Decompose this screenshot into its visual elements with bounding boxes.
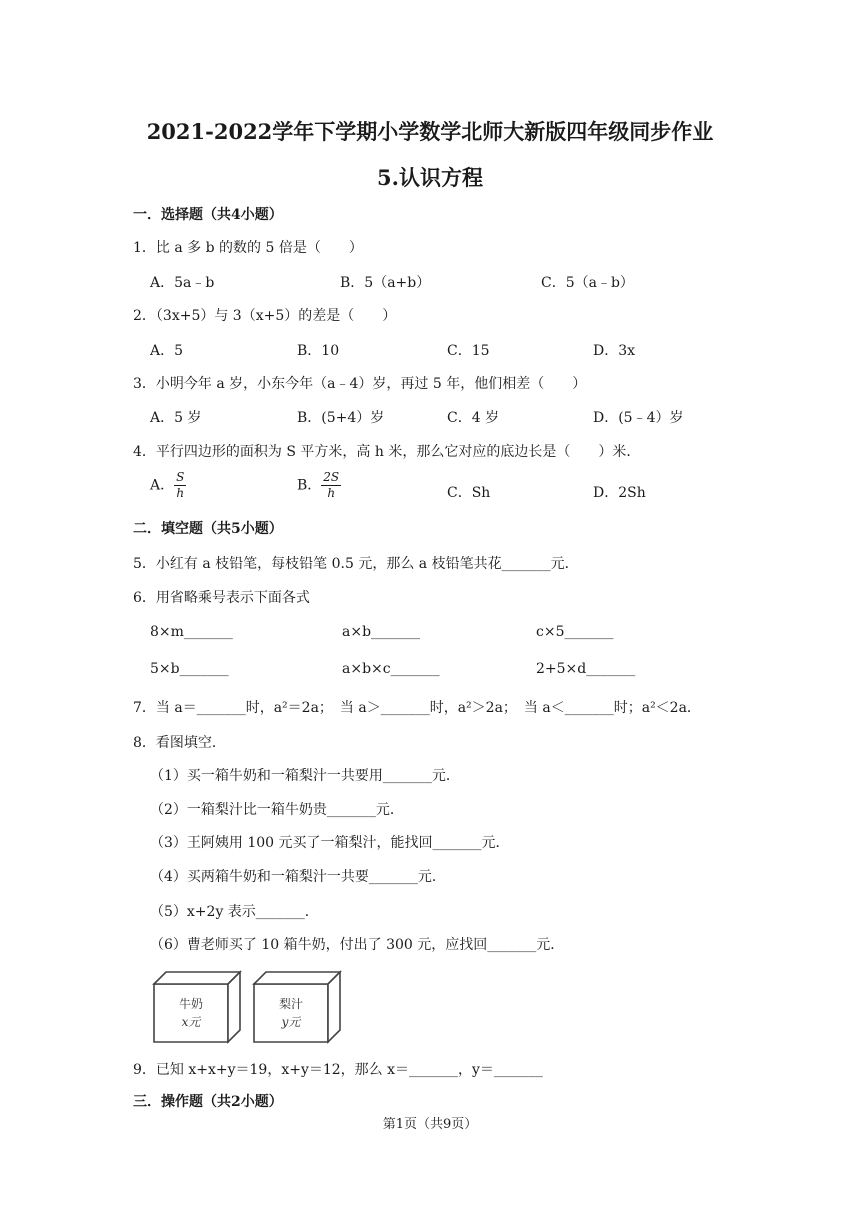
question-4-option-c: C．Sh — [447, 485, 491, 501]
question-6-item: 5×b_______ — [150, 661, 229, 677]
question-6-stem: 6．用省略乘号表示下面各式 — [133, 590, 310, 606]
fraction-2s-over-h — [321, 470, 341, 501]
question-4-stem: 4．平行四边形的面积为 S 平方米，高 h 米，那么它对应的底边长是（ ）米． — [133, 444, 641, 460]
question-4-option-b — [297, 470, 341, 501]
question-8-part-6: （6）曹老师买了 10 箱牛奶，付出了 300 元，应找回_______元． — [150, 937, 565, 953]
question-4-option-d: D．2Sh — [593, 485, 646, 501]
question-9-stem: 9．已知 x+x+y＝19，x+y＝12，那么 x＝_______，y＝_______ — [133, 1062, 543, 1078]
question-5-stem: 5．小红有 a 枝铅笔，每枝铅笔 0.5 元，那么 a 枝铅笔共花_______元． — [133, 556, 579, 572]
question-6-item: c×5_______ — [536, 624, 614, 640]
question-2-stem: 2．（3x+5）与 3（x+5）的差是（ ） — [133, 308, 397, 324]
question-2-option-c: C．15 — [447, 343, 490, 359]
question-3-option-c: C．4 岁 — [447, 410, 500, 426]
fraction-denominator: h — [327, 486, 336, 500]
page-footer: 第1页（共9页） — [382, 1117, 478, 1132]
question-1-option-c: C．5（a﹣b） — [541, 275, 634, 291]
question-3-option-a: A．5 岁 — [150, 410, 202, 426]
document-title: 2021-2022学年下学期小学数学北师大新版四年级同步作业 — [146, 119, 714, 144]
fraction-s-over-h — [174, 470, 186, 501]
boxes-illustration — [150, 968, 350, 1052]
juice-box-price: y元 — [281, 1015, 301, 1029]
question-8-part-3: （3）王阿姨用 100 元买了一箱梨汁，能找回_______元． — [150, 835, 510, 851]
question-6-item: 8×m_______ — [150, 624, 233, 640]
question-3-option-d: D．(5﹣4）岁 — [593, 410, 684, 426]
question-3-stem: 3．小明今年 a 岁，小东今年（a﹣4）岁，再过 5 年，他们相差（ ） — [133, 376, 587, 392]
question-6-item: a×b×c_______ — [342, 661, 440, 677]
question-6-item: 2+5×d_______ — [536, 661, 636, 677]
question-8-part-2: （2）一箱梨汁比一箱牛奶贵_______元． — [150, 802, 404, 818]
question-8-stem: 8．看图填空． — [133, 735, 226, 751]
question-8-part-4: （4）买两箱牛奶和一箱梨汁一共要_______元． — [150, 869, 446, 885]
option-b-prefix: B． — [297, 477, 322, 494]
section-heading-choice: 一．选择题（共4小题） — [133, 207, 283, 223]
section-heading-fill: 二．填空题（共5小题） — [133, 521, 283, 537]
fraction-numerator: 2S — [323, 470, 340, 484]
question-8-part-5: （5）x+2y 表示_______． — [150, 904, 319, 920]
fraction-numerator: S — [176, 470, 185, 484]
section-heading-operation: 三．操作题（共2小题） — [133, 1094, 283, 1110]
milk-box-price: x元 — [181, 1015, 201, 1029]
question-1-stem: 1．比 a 多 b 的数的 5 倍是（ ） — [133, 240, 363, 256]
question-1-option-a: A．5a﹣b — [150, 275, 215, 291]
question-1-option-b: B．5（a+b） — [340, 275, 431, 291]
milk-box-label: 牛奶 — [178, 997, 204, 1011]
option-a-prefix: A． — [150, 477, 175, 494]
question-8-part-1: （1）买一箱牛奶和一箱梨汁一共要用_______元． — [150, 768, 460, 784]
question-3-option-b: B．(5+4）岁 — [297, 410, 385, 426]
question-6-item: a×b_______ — [342, 624, 421, 640]
question-2-option-a: A．5 — [150, 343, 184, 359]
question-4-option-a — [150, 470, 186, 501]
question-2-option-b: B．10 — [297, 343, 340, 359]
document-subtitle: 5.认识方程 — [377, 165, 483, 190]
question-2-option-d: D．3x — [593, 343, 636, 359]
juice-box-label: 梨汁 — [278, 997, 304, 1011]
boxes-figure — [150, 968, 350, 1048]
fraction-denominator: h — [176, 486, 185, 500]
question-7-stem: 7．当 a＝_______时，a²＝2a； 当 a＞_______时，a²＞2a； 当 a＜_______时；a²＜2a． — [133, 700, 701, 716]
